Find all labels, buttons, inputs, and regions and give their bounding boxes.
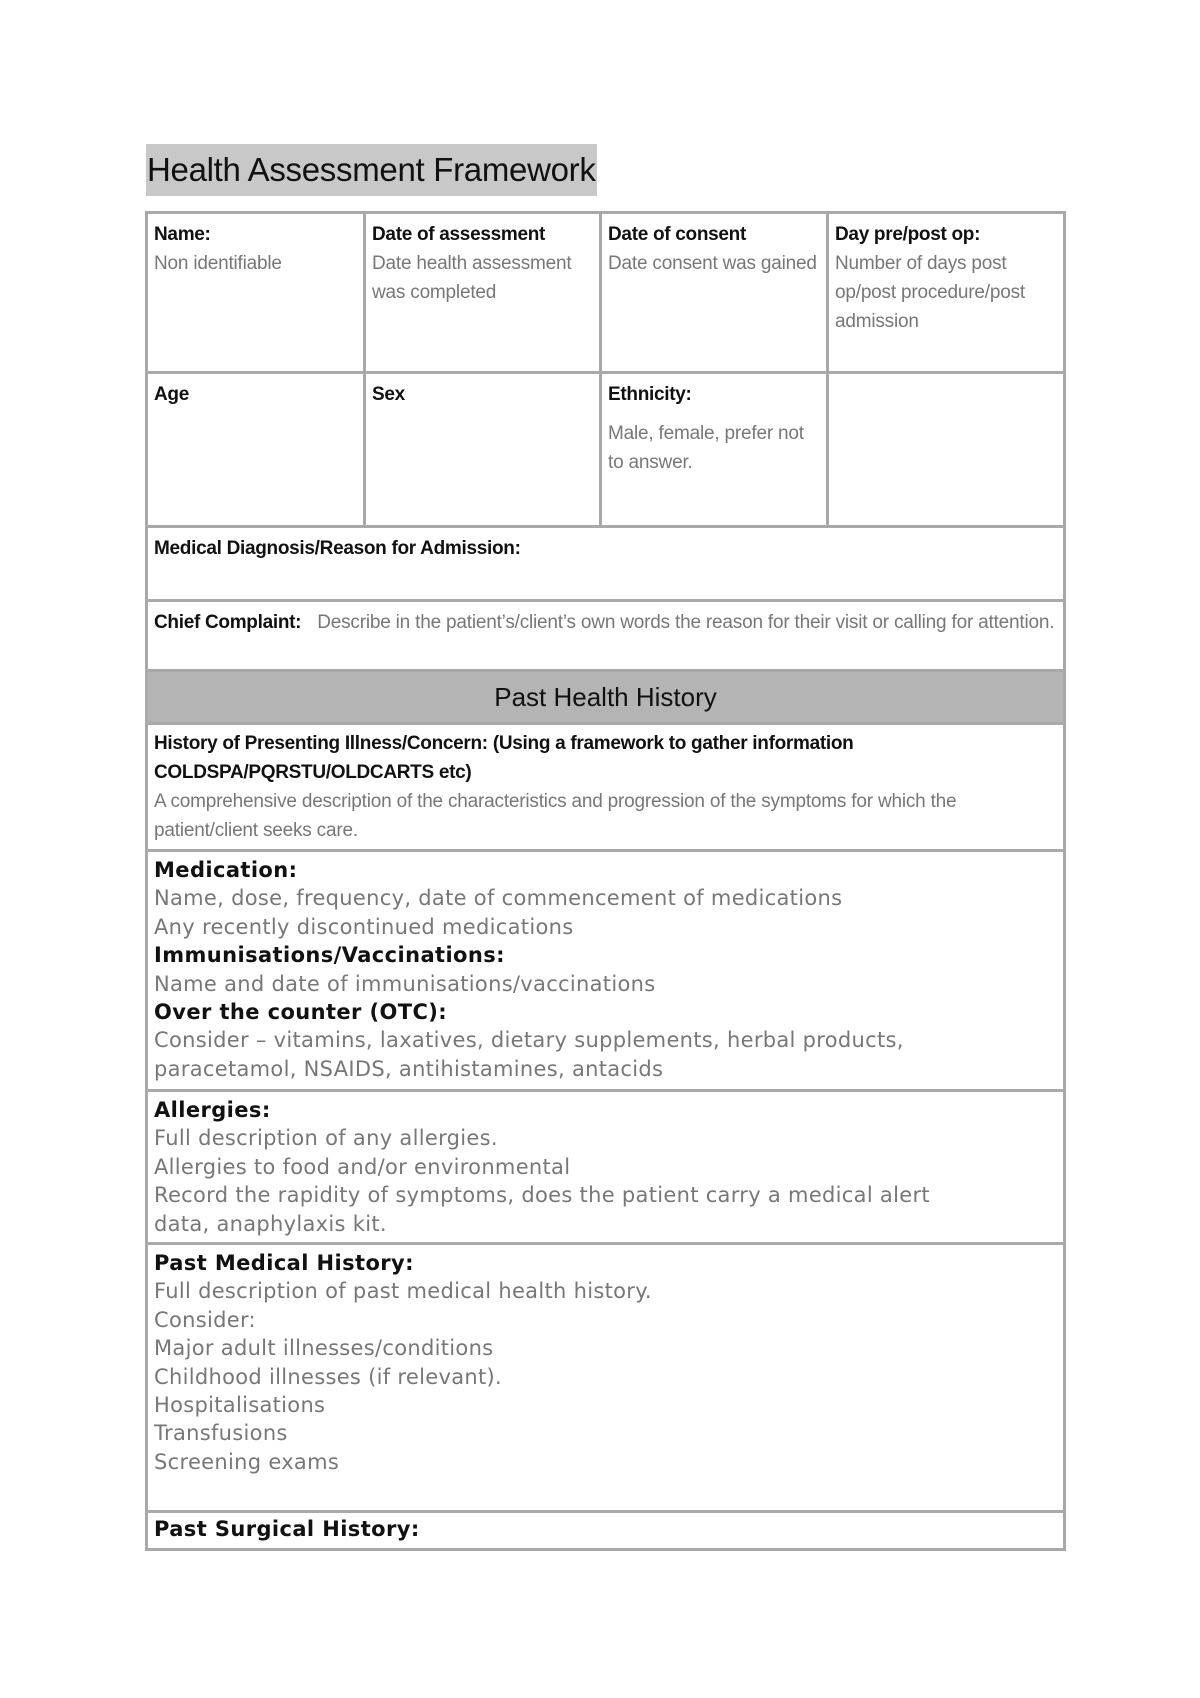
otc-label: Over the counter (OTC): xyxy=(154,1000,448,1025)
medication-label: Medication: xyxy=(154,858,298,882)
allergies-line: data, anaphylaxis kit. xyxy=(154,1211,387,1236)
section-header-row xyxy=(147,671,1065,724)
pmh-line: Major adult illnesses/conditions xyxy=(154,1336,494,1361)
chief-complaint-hint: Describe in the patient’s/client’s own words the reason for their visit or calling for attention. xyxy=(317,612,1055,633)
pmh-line: Hospitalisations xyxy=(154,1393,326,1418)
assessment-table xyxy=(145,211,1066,1551)
sex-label: Sex xyxy=(372,384,405,405)
diagnosis-label: Medical Diagnosis/Reason for Admission: xyxy=(154,538,521,559)
date-of-assessment-cell[interactable] xyxy=(365,213,601,373)
name-cell[interactable] xyxy=(147,213,365,373)
demographics-row xyxy=(147,373,1065,527)
age-label: Age xyxy=(154,384,189,405)
pmh-line: Screening exams xyxy=(154,1449,340,1474)
otc-line: paracetamol, NSAIDS, antihistamines, antacids xyxy=(154,1056,664,1081)
day-pre-post-op-label: Day pre/post op: xyxy=(835,224,981,245)
pmh-line: Childhood illnesses (if relevant). xyxy=(154,1364,502,1389)
medication-line: Name, dose, frequency, date of commencement of medications xyxy=(154,886,843,911)
identity-row xyxy=(147,213,1065,373)
day-pre-post-op-hint: Number of days post op/post procedure/post admission xyxy=(835,253,1025,332)
chief-complaint-label: Chief Complaint: xyxy=(154,612,302,633)
name-label: Name: xyxy=(154,224,211,245)
ethnicity-cell[interactable] xyxy=(601,373,828,527)
allergies-label: Allergies: xyxy=(154,1098,271,1122)
diagnosis-cell[interactable] xyxy=(147,527,1065,601)
sex-cell[interactable] xyxy=(365,373,601,527)
allergies-line: Record the rapidity of symptoms, does the patient carry a medical alert xyxy=(154,1183,930,1208)
date-of-consent-hint: Date consent was gained xyxy=(608,253,817,274)
allergies-line: Allergies to food and/or environmental xyxy=(154,1154,571,1179)
date-of-assessment-hint: Date health assessment was completed xyxy=(372,253,572,303)
pmh-row xyxy=(147,1244,1065,1512)
ethnicity-hint: Male, female, prefer not to answer. xyxy=(608,423,804,473)
date-of-consent-label: Date of consent xyxy=(608,224,747,245)
hpi-row xyxy=(147,724,1065,851)
medication-cell[interactable] xyxy=(147,851,1065,1091)
ethnicity-label: Ethnicity: xyxy=(608,384,692,405)
section-header: Past Health History xyxy=(147,671,1065,724)
medication-row xyxy=(147,851,1065,1091)
otc-line: Consider – vitamins, laxatives, dietary supplements, herbal products, xyxy=(154,1028,904,1053)
psh-cell[interactable] xyxy=(147,1512,1065,1550)
psh-label: Past Surgical History: xyxy=(154,1517,420,1542)
pmh-line: Consider: xyxy=(154,1307,256,1332)
day-pre-post-op-cell[interactable] xyxy=(828,213,1065,373)
immunisations-label: Immunisations/Vaccinations: xyxy=(154,943,505,968)
pmh-line: Full description of past medical health history. xyxy=(154,1279,652,1304)
hpi-hint: A comprehensive description of the characteristics and progression of the symptoms for which the patient/client seeks care. xyxy=(154,791,957,841)
chief-complaint-cell[interactable] xyxy=(147,601,1065,671)
pmh-cell[interactable] xyxy=(147,1244,1065,1512)
name-hint: Non identifiable xyxy=(154,253,282,274)
hpi-cell[interactable] xyxy=(147,724,1065,851)
page-title: Health Assessment Framework xyxy=(146,144,597,196)
allergies-row xyxy=(147,1091,1065,1244)
date-of-consent-cell[interactable] xyxy=(601,213,828,373)
immunisations-line: Name and date of immunisations/vaccinations xyxy=(154,971,656,996)
medication-line: Any recently discontinued medications xyxy=(154,914,574,939)
empty-cell[interactable] xyxy=(828,373,1065,527)
pmh-label: Past Medical History: xyxy=(154,1251,414,1276)
age-cell[interactable] xyxy=(147,373,365,527)
chief-complaint-row xyxy=(147,601,1065,671)
allergies-line: Full description of any allergies. xyxy=(154,1126,498,1151)
allergies-cell[interactable] xyxy=(147,1091,1065,1244)
psh-row xyxy=(147,1512,1065,1550)
pmh-line: Transfusions xyxy=(154,1421,288,1446)
hpi-label: History of Presenting Illness/Concern: (Using a framework to gather information COLDSPA/PQRSTU/OLDCARTS etc) xyxy=(154,733,854,783)
diagnosis-row xyxy=(147,527,1065,601)
date-of-assessment-label: Date of assessment xyxy=(372,224,546,245)
